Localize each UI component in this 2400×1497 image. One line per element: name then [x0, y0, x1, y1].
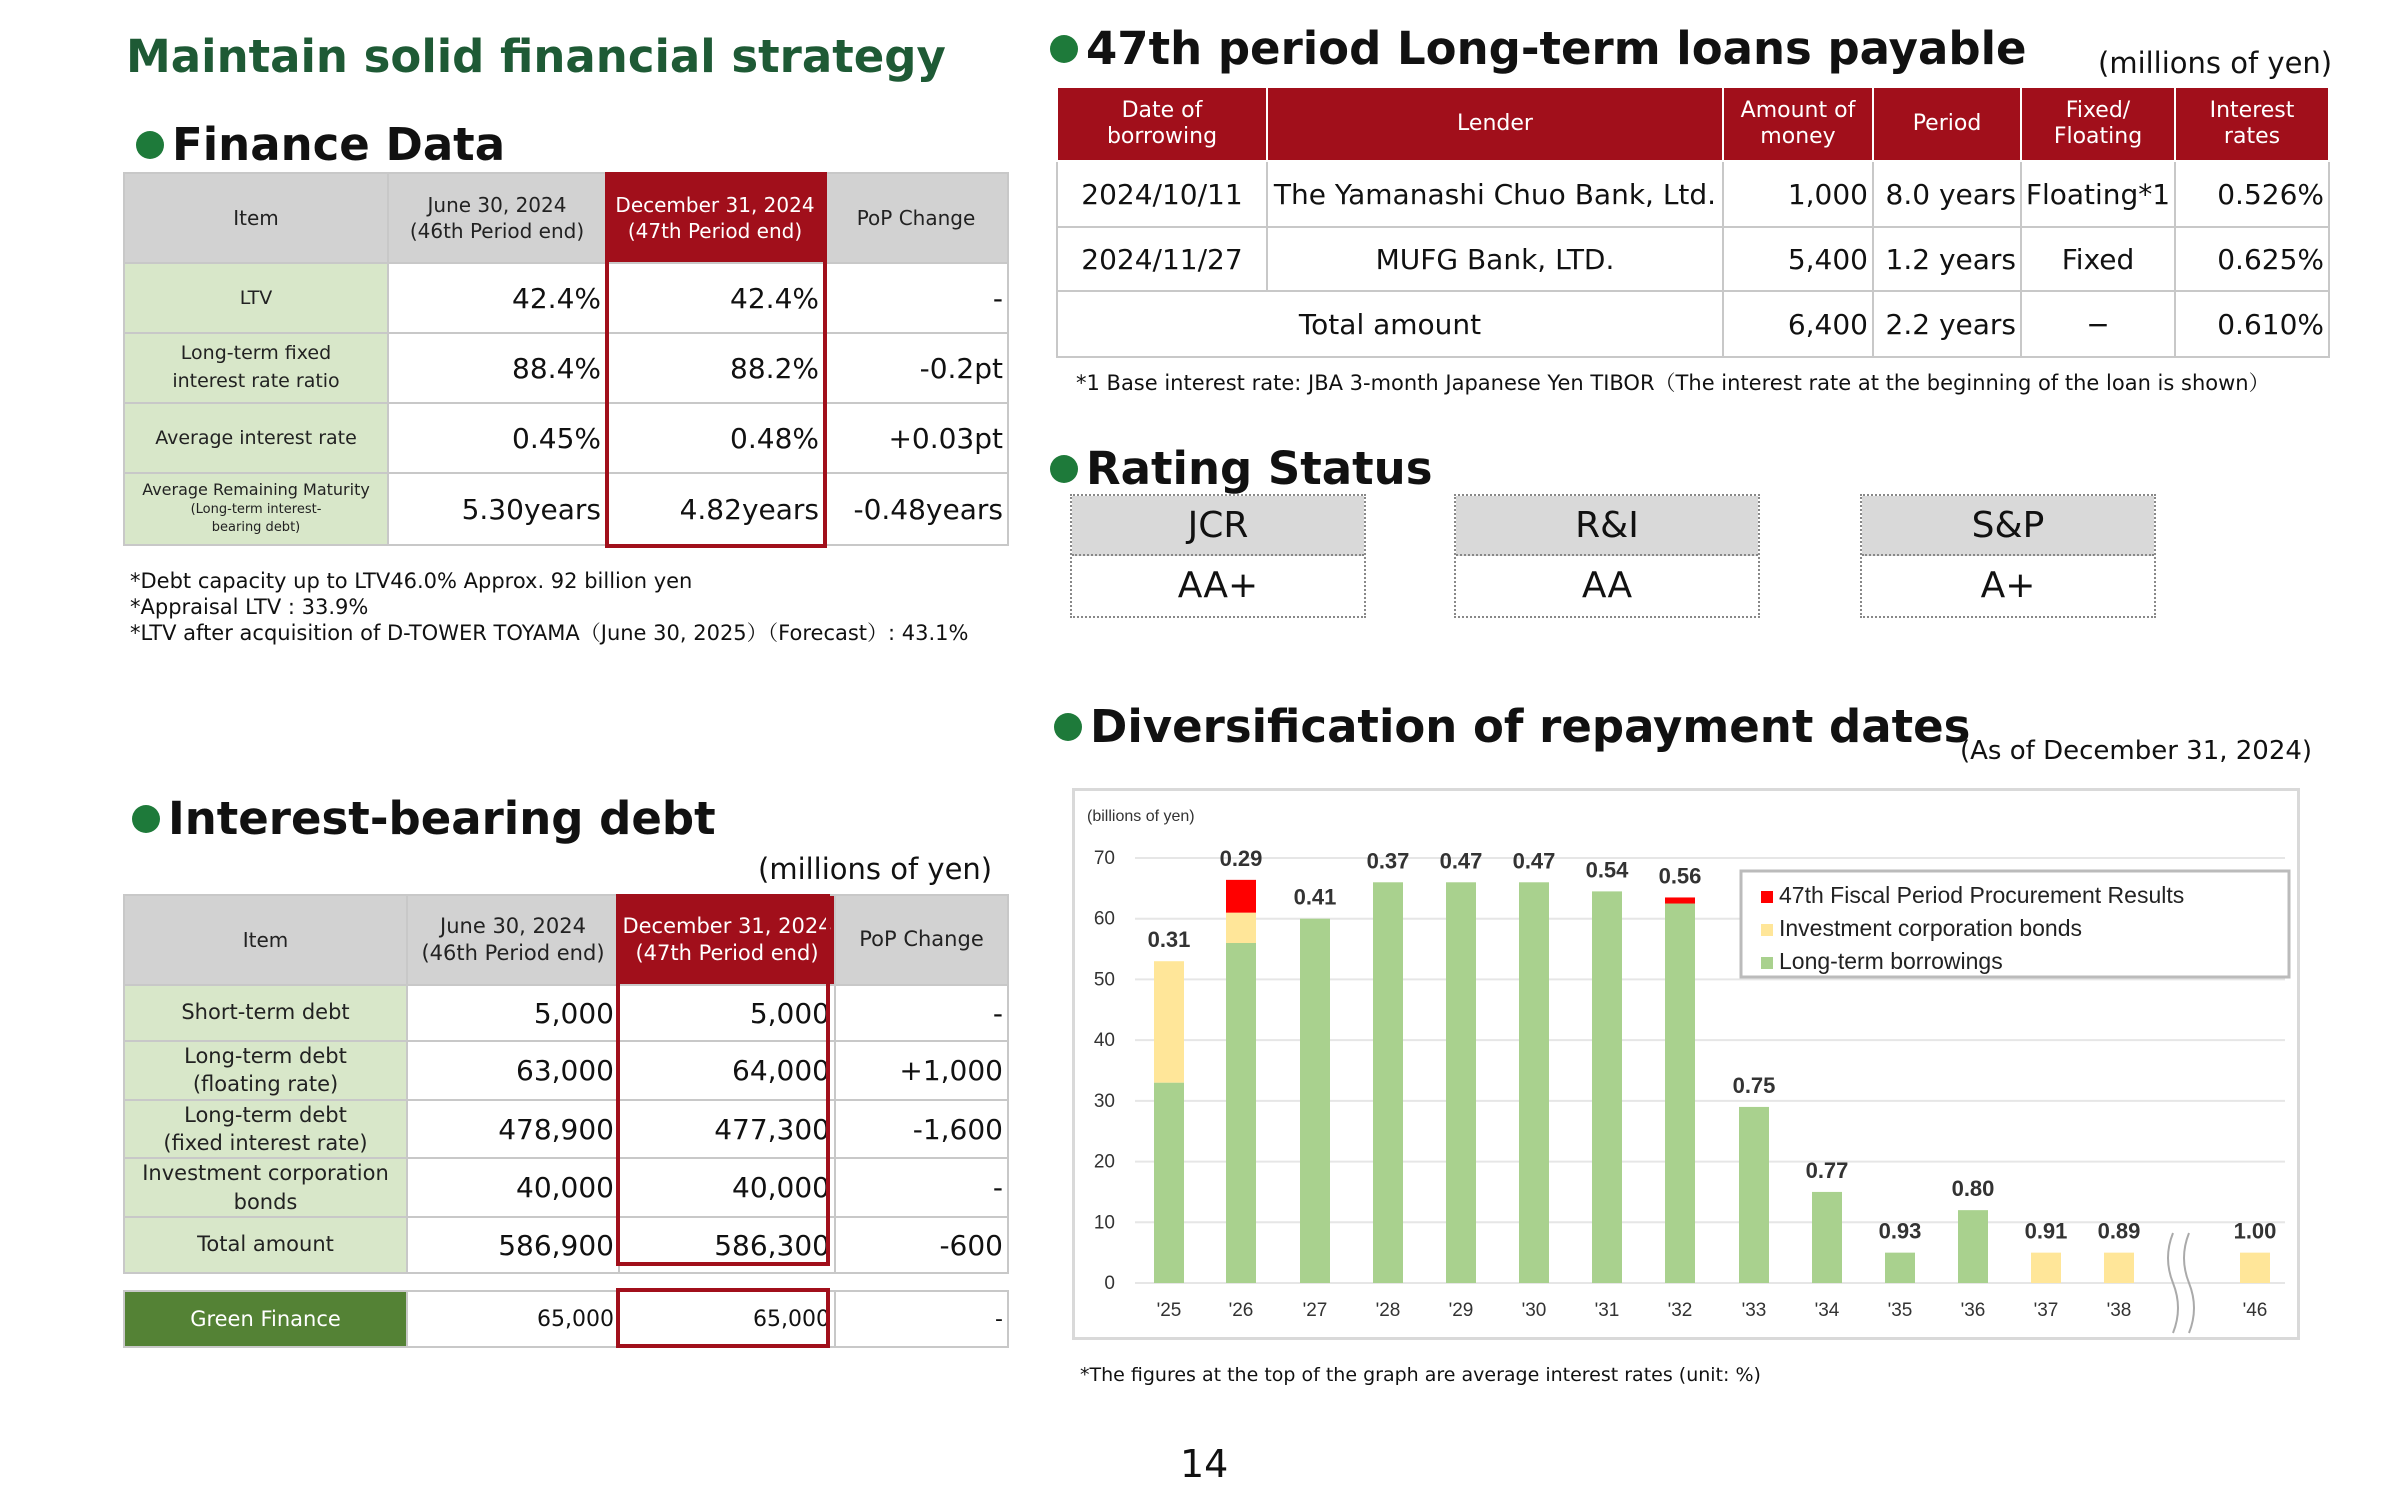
- value-46th: 42.4%: [388, 263, 606, 333]
- bar-segment: [1154, 1083, 1184, 1283]
- rate-label: 0.37: [1366, 848, 1410, 874]
- col-header-46th: June 30, 2024 (46th Period end): [388, 173, 606, 263]
- value-46th: 40,000: [407, 1158, 619, 1217]
- bar-segment: [1446, 882, 1476, 1283]
- interest-debt-unit: (millions of yen): [758, 852, 993, 886]
- bar-segment: [2104, 1253, 2134, 1283]
- y-tick-label: 60: [1093, 908, 1115, 930]
- rating-grade: A+: [1862, 556, 2154, 616]
- row-label: LTV: [124, 263, 388, 333]
- col-header-lender: Lender: [1267, 87, 1723, 161]
- x-tick-label: '29: [1448, 1300, 1474, 1321]
- rate-label: 1.00: [2233, 1218, 2277, 1244]
- y-tick-label: 20: [1093, 1151, 1115, 1173]
- bar-segment: [1373, 882, 1403, 1283]
- col-header-item: Item: [124, 895, 407, 985]
- rate-label: 0.47: [1512, 848, 1556, 874]
- finance-note: *LTV after acquisition of D-TOWER TOYAMA（June 30, 2025）（Forecast）: 43.1%: [130, 621, 969, 645]
- value-47th: 42.4%: [606, 263, 824, 333]
- row-label: Average interest rate: [124, 403, 388, 473]
- finance-data-heading: [136, 118, 505, 171]
- x-tick-label: '34: [1814, 1300, 1840, 1321]
- x-tick-label: '26: [1228, 1300, 1254, 1321]
- finance-note: *Debt capacity up to LTV46.0% Approx. 92 billion yen: [130, 569, 693, 593]
- bar-segment: [1665, 897, 1695, 903]
- value-47th: 64,000: [619, 1041, 835, 1100]
- bullet-icon: [1054, 713, 1082, 741]
- x-tick-label: '32: [1667, 1300, 1693, 1321]
- green-finance-table: [123, 1290, 1009, 1348]
- rate-label: 0.31: [1147, 927, 1191, 953]
- bar-segment: [1226, 913, 1256, 943]
- value-47th: 586,300: [619, 1217, 835, 1273]
- value-47th: 5,000: [619, 985, 835, 1041]
- table-row: [124, 1041, 1008, 1100]
- loan-total-rate: 0.610%: [2175, 291, 2329, 357]
- loan-period: 8.0 years: [1873, 161, 2021, 227]
- table-row: [124, 403, 1008, 473]
- loan-total-label: Total amount: [1057, 291, 1723, 357]
- value-change: -0.2pt: [824, 333, 1008, 403]
- y-axis-label: (billions of yen): [1087, 808, 1195, 825]
- value-change: -600: [835, 1217, 1008, 1273]
- repayment-chart-frame: [1072, 788, 2300, 1340]
- value-change: +0.03pt: [824, 403, 1008, 473]
- row-label: Short-term debt: [124, 985, 407, 1041]
- bullet-icon: [132, 805, 160, 833]
- table-row: [124, 1217, 1008, 1273]
- value-change: +1,000: [835, 1041, 1008, 1100]
- value-change: -: [835, 985, 1008, 1041]
- row-label: Total amount: [124, 1217, 407, 1273]
- bar-segment: [1885, 1253, 1915, 1283]
- repayment-chart: [1075, 791, 2297, 1337]
- y-tick-label: 50: [1093, 969, 1115, 991]
- legend-label: Investment corporation bonds: [1779, 915, 2083, 941]
- value-46th: 478,900: [407, 1100, 619, 1159]
- x-tick-label: '25: [1156, 1300, 1182, 1321]
- loans-unit: (millions of yen): [2098, 46, 2333, 80]
- bar-segment: [1154, 961, 1184, 1082]
- loan-total-amount: 6,400: [1723, 291, 1873, 357]
- col-header-47th: December 31, 2024 (47th Period end): [606, 173, 824, 263]
- rate-label: 0.56: [1658, 863, 1702, 889]
- value-46th: 0.45%: [388, 403, 606, 473]
- value-47th: 477,300: [619, 1100, 835, 1159]
- loan-type: Fixed: [2021, 227, 2175, 291]
- row-label: [124, 473, 388, 545]
- rate-label: 0.75: [1732, 1072, 1776, 1098]
- rate-label: 0.29: [1219, 845, 1263, 871]
- table-row: [124, 333, 1008, 403]
- table-row: [1057, 291, 2329, 357]
- col-header-date: Date of borrowing: [1057, 87, 1267, 161]
- repayment-heading: [1054, 700, 1970, 753]
- loan-lender: MUFG Bank, LTD.: [1267, 227, 1723, 291]
- rating-card-jcr: [1070, 494, 1366, 618]
- value-change: -: [824, 263, 1008, 333]
- row-label: Long-term debt (fixed interest rate): [124, 1100, 407, 1159]
- finance-note: *Appraisal LTV : 33.9%: [130, 595, 369, 619]
- loans-heading: [1050, 22, 2027, 75]
- value-change: -: [835, 1291, 1008, 1347]
- bar-segment: [1519, 882, 1549, 1283]
- col-header-amount: Amount of money: [1723, 87, 1873, 161]
- loans-title: 47th period Long-term loans payable: [1086, 22, 2027, 75]
- bar-segment: [1226, 943, 1256, 1283]
- x-tick-label: '38: [2106, 1300, 2132, 1321]
- finance-data-table: [123, 172, 1009, 546]
- loan-date: 2024/11/27: [1057, 227, 1267, 291]
- green-finance-label: Green Finance: [124, 1291, 407, 1347]
- value-change: -0.48years: [824, 473, 1008, 545]
- table-row: [124, 1158, 1008, 1217]
- x-tick-label: '36: [1960, 1300, 1986, 1321]
- bar-segment: [1592, 891, 1622, 1283]
- rating-agency: R&I: [1456, 496, 1758, 556]
- loan-amount: 1,000: [1723, 161, 1873, 227]
- legend-label: 47th Fiscal Period Procurement Results: [1779, 882, 2185, 908]
- value-47th: 88.2%: [606, 333, 824, 403]
- table-row: [124, 1100, 1008, 1159]
- x-tick-label: '27: [1302, 1300, 1328, 1321]
- rate-label: 0.77: [1805, 1157, 1849, 1183]
- rate-label: 0.54: [1585, 857, 1629, 883]
- value-47th: 0.48%: [606, 403, 824, 473]
- col-header-type: Fixed/ Floating: [2021, 87, 2175, 161]
- rating-title: Rating Status: [1086, 442, 1433, 495]
- table-row: [124, 985, 1008, 1041]
- table-row: [124, 473, 1008, 545]
- loans-table: [1056, 86, 2330, 358]
- y-tick-label: 30: [1093, 1090, 1115, 1112]
- table-row: [124, 1291, 1008, 1347]
- y-tick-label: 0: [1104, 1273, 1115, 1294]
- rate-label: 0.93: [1878, 1218, 1922, 1244]
- rating-heading: [1050, 442, 1433, 495]
- col-header-rate: Interest rates: [2175, 87, 2329, 161]
- rate-label: 0.80: [1951, 1176, 1995, 1202]
- x-tick-label: '33: [1741, 1300, 1767, 1321]
- row-label: Long-term fixed interest rate ratio: [124, 333, 388, 403]
- col-header-47th: December 31, 2024 (47th Period end): [619, 895, 835, 985]
- loan-lender: The Yamanashi Chuo Bank, Ltd.: [1267, 161, 1723, 227]
- page-number: 14: [1180, 1442, 1229, 1486]
- bar-segment: [1300, 919, 1330, 1283]
- bar-segment: [1665, 904, 1695, 1283]
- rate-label: 0.47: [1439, 848, 1483, 874]
- rating-grade: AA+: [1072, 556, 1364, 616]
- finance-data-title: Finance Data: [172, 118, 506, 171]
- repayment-title: Diversification of repayment dates: [1090, 700, 1971, 753]
- loan-rate: 0.526%: [2175, 161, 2329, 227]
- value-47th: 4.82years: [606, 473, 824, 545]
- repayment-as-of: (As of December 31, 2024): [1960, 736, 2313, 766]
- legend-swatch: [1761, 924, 1773, 936]
- bar-segment: [1812, 1192, 1842, 1283]
- value-46th: 63,000: [407, 1041, 619, 1100]
- rating-card-sp: [1860, 494, 2156, 618]
- y-tick-label: 70: [1093, 848, 1115, 869]
- loans-footnote: *1 Base interest rate: JBA 3-month Japanese Yen TIBOR（The interest rate at the beginning of the loan is shown）: [1076, 371, 2270, 395]
- legend-label: Long-term borrowings: [1779, 948, 2003, 974]
- rating-agency: JCR: [1072, 496, 1364, 556]
- bar-segment: [1739, 1107, 1769, 1283]
- bar-segment: [1226, 880, 1256, 913]
- value-46th: 586,900: [407, 1217, 619, 1273]
- y-tick-label: 40: [1093, 1030, 1115, 1052]
- loan-total-type: −: [2021, 291, 2175, 357]
- value-46th: 88.4%: [388, 333, 606, 403]
- bar-segment: [2240, 1253, 2270, 1283]
- page-title: Maintain solid financial strategy: [126, 30, 946, 83]
- col-header-change: PoP Change: [835, 895, 1008, 985]
- x-tick-label: '35: [1887, 1300, 1913, 1321]
- interest-debt-title: Interest-bearing debt: [168, 792, 716, 845]
- table-row: [1057, 227, 2329, 291]
- value-change: -1,600: [835, 1100, 1008, 1159]
- value-47th: 40,000: [619, 1158, 835, 1217]
- x-tick-label: '37: [2033, 1300, 2059, 1321]
- rating-card-ri: [1454, 494, 1760, 618]
- bar-segment: [1958, 1210, 1988, 1283]
- table-row: [1057, 161, 2329, 227]
- bullet-icon: [1050, 35, 1078, 63]
- value-46th: 65,000: [407, 1291, 619, 1347]
- loan-total-period: 2.2 years: [1873, 291, 2021, 357]
- col-header-change: PoP Change: [824, 173, 1008, 263]
- loan-period: 1.2 years: [1873, 227, 2021, 291]
- x-tick-label: '30: [1521, 1300, 1547, 1321]
- legend-swatch: [1761, 891, 1773, 903]
- value-46th: 5,000: [407, 985, 619, 1041]
- interest-debt-table: [123, 894, 1009, 1274]
- col-header-period: Period: [1873, 87, 2021, 161]
- col-header-item: Item: [124, 173, 388, 263]
- rate-label: 0.41: [1293, 884, 1337, 910]
- row-label-main: Average Remaining Maturity: [142, 480, 370, 500]
- x-tick-label: '28: [1375, 1300, 1401, 1321]
- value-change: -: [835, 1158, 1008, 1217]
- loan-type: Floating*1: [2021, 161, 2175, 227]
- value-46th: 5.30years: [388, 473, 606, 545]
- loan-date: 2024/10/11: [1057, 161, 1267, 227]
- rate-label: 0.89: [2097, 1218, 2141, 1244]
- chart-legend: [1741, 871, 2289, 977]
- table-row: [124, 263, 1008, 333]
- bar-segment: [2031, 1253, 2061, 1283]
- loan-rate: 0.625%: [2175, 227, 2329, 291]
- legend-swatch: [1761, 957, 1773, 969]
- x-tick-label: '46: [2242, 1300, 2268, 1321]
- row-label: Investment corporation bonds: [124, 1158, 407, 1217]
- repayment-footnote: *The figures at the top of the graph are average interest rates (unit: %): [1080, 1364, 1761, 1386]
- rating-agency: S&P: [1862, 496, 2154, 556]
- loan-amount: 5,400: [1723, 227, 1873, 291]
- bullet-icon: [1050, 455, 1078, 483]
- bullet-icon: [136, 131, 164, 159]
- value-47th: 65,000: [619, 1291, 835, 1347]
- col-header-46th: June 30, 2024 (46th Period end): [407, 895, 619, 985]
- interest-debt-heading: [132, 792, 716, 845]
- rate-label: 0.91: [2024, 1218, 2068, 1244]
- x-tick-label: '31: [1594, 1300, 1620, 1321]
- rating-grade: AA: [1456, 556, 1758, 616]
- y-tick-label: 10: [1093, 1212, 1115, 1234]
- row-label-sub: (Long-term interest- bearing debt): [190, 502, 322, 536]
- row-label: Long-term debt (floating rate): [124, 1041, 407, 1100]
